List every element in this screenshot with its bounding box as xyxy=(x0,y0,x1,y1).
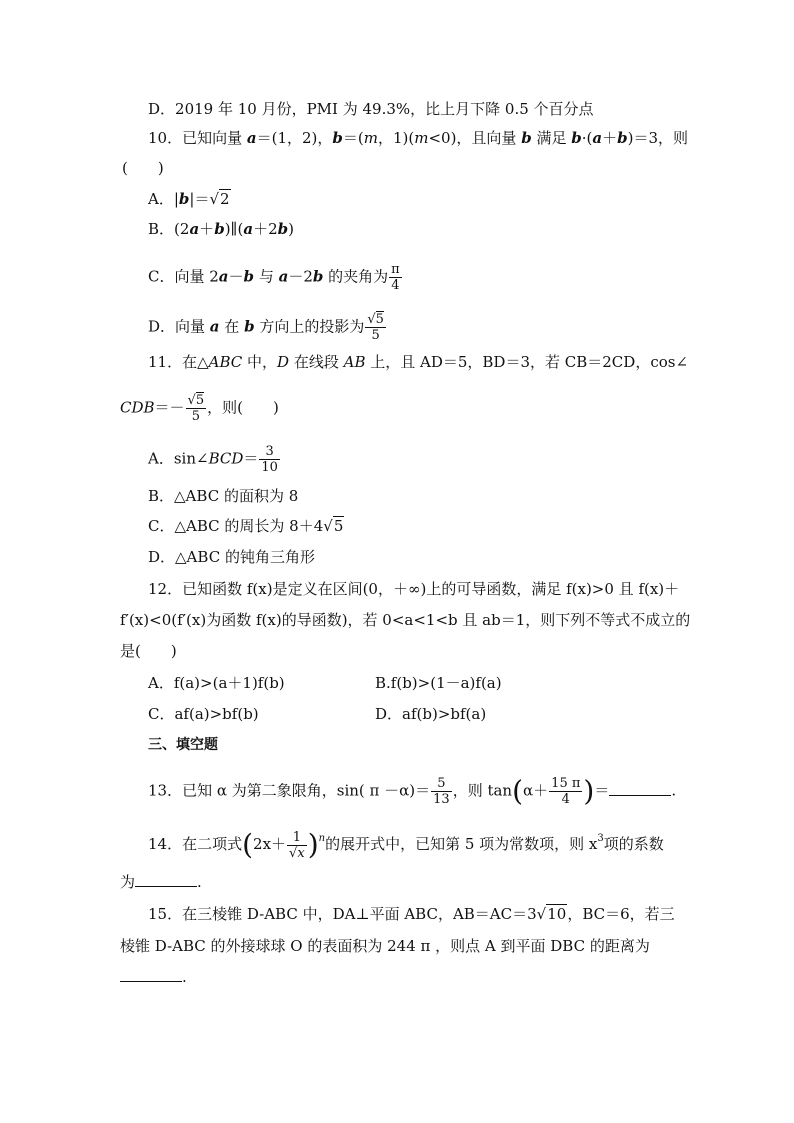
q12-option-a: A．f(a)>(a＋1)f(b) xyxy=(148,674,285,692)
q11-stem-line2: CDB＝－ $\frac{√5}{5}$ ，则( ) xyxy=(120,393,279,424)
q10-option-a: A．|b|＝√2 xyxy=(148,190,230,208)
q10-option-c: C．向量 2a－b 与 a－2b 的夹角为 $\frac{\pi}{4}$ xyxy=(148,262,400,293)
q11-option-d: D．△ABC 的钝角三角形 xyxy=(148,548,315,566)
q11-stem-line1: 11．在△ABC 中，D 在线段 AB 上，且 AD＝5，BD＝3，若 CB＝2CD，cos∠ xyxy=(148,353,689,371)
q11-option-c: C．△ABC 的周长为 8＋4√5 xyxy=(148,517,344,535)
q9-option-d: D．2019 年 10 月份，PMI 为 49.3%，比上月下降 0.5 个百分点 xyxy=(148,100,594,118)
q14-answer-blank[interactable] xyxy=(135,872,197,887)
q12-stem-line3: 是( ) xyxy=(120,642,177,660)
q15-stem-line1: 15．在三棱锥 D-ABC 中，DA⊥平面 ABC，AB＝AC＝3√10，BC＝6，若三 xyxy=(148,905,675,923)
q15-answer-blank[interactable] xyxy=(120,967,182,982)
q14-stem: 14．在二项式(2x＋ $\frac{1}{√x}$ )$^n$的展开式中，已知第 5 项为常数项，则 $x^3$项的系数 xyxy=(148,828,664,861)
q11-option-a: A．sin∠BCD＝ $\frac{3}{10}$ xyxy=(148,444,278,475)
q15-stem-line3: . xyxy=(120,967,187,987)
q10-paren: ( ) xyxy=(122,159,164,177)
q14-stem-line2: 为 . xyxy=(120,873,202,891)
q12-option-d: D．af(b)>bf(a) xyxy=(375,705,487,723)
q11-option-b: B．△ABC 的面积为 8 xyxy=(148,487,299,505)
q12-stem-line2: f′(x)<0(f′(x)为函数 f(x)的导函数)，若 0<a<1<b 且 ab＝1，则下列不等式不成立的 xyxy=(120,611,691,629)
q12-option-c: C．af(a)>bf(b) xyxy=(148,705,259,723)
q10-option-d: D．向量 a 在 b 方向上的投影为 $\frac{√5}{5}$ xyxy=(148,312,384,343)
q10-stem: 10．已知向量 a＝(1，2)，b＝(m，1)(m<0)，且向量 b 满足 b·(a＋b)＝3，则 xyxy=(148,129,689,147)
q10-option-b: B．(2a＋b)∥(a＋2b) xyxy=(148,220,294,238)
section-title-fill-in: 三、填空题 xyxy=(148,737,218,753)
q12-option-b: B.f(b)>(1－a)f(a) xyxy=(375,674,502,692)
q15-stem-line2: 棱锥 D-ABC 的外接球球 O 的表面积为 244 π ，则点 A 到平面 DBC 的距离为 xyxy=(120,937,650,955)
q13-stem: 13．已知 α 为第二象限角，sin( π －α)＝ $\frac{5}{13}$ ，则 tan(α＋ $\frac{15 \pi}{4}$ )＝ . xyxy=(148,774,677,808)
q12-stem-line1: 12．已知函数 f(x)是定义在区间(0，＋∞)上的可导函数，满足 f(x)>0 且 f(x)＋ xyxy=(148,580,680,598)
q13-answer-blank[interactable] xyxy=(609,781,671,796)
